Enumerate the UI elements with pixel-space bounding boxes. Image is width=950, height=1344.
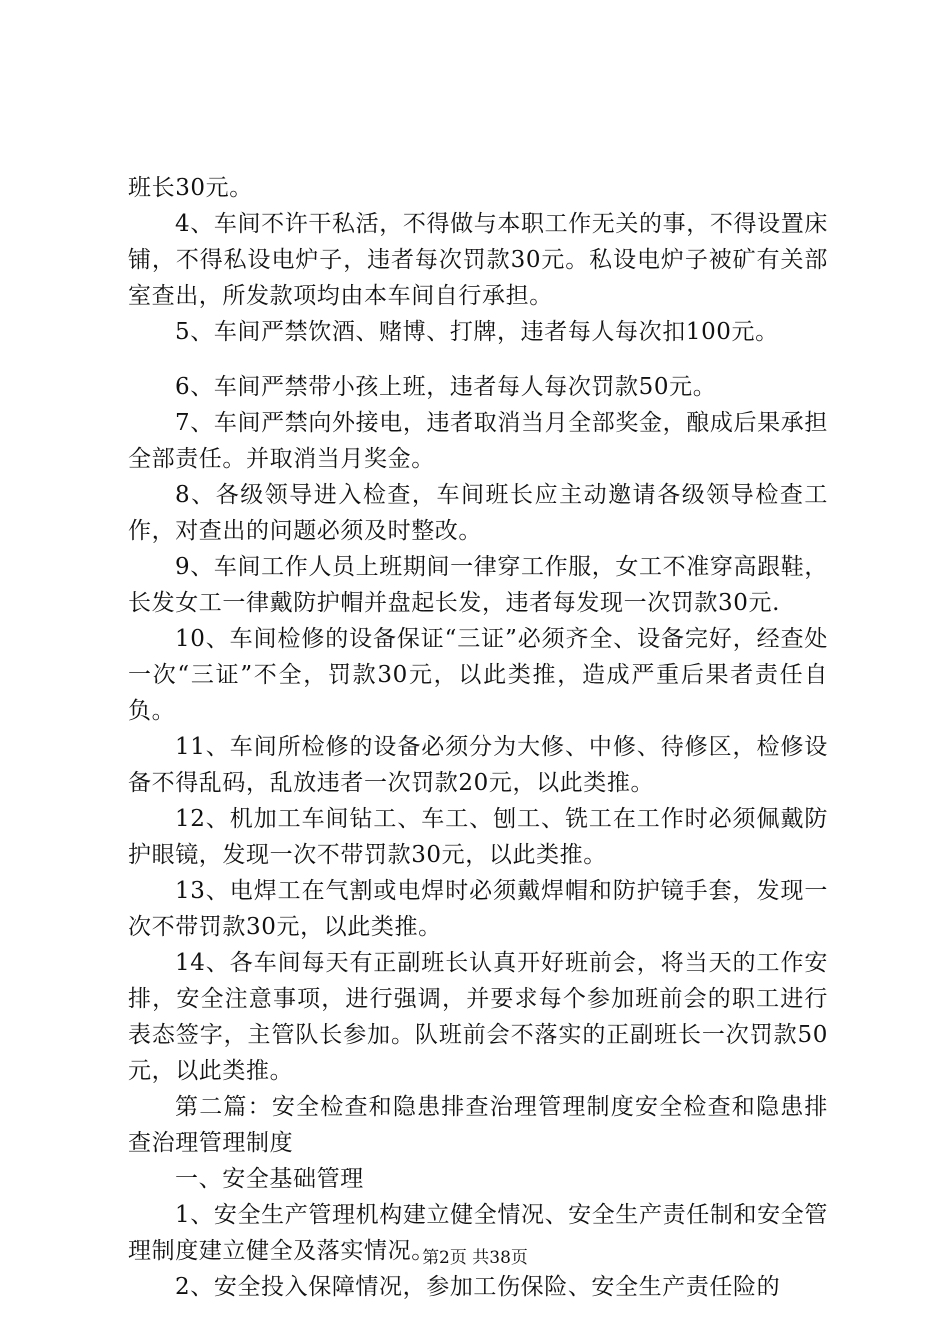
paragraph-item-10: 10、车间检修的设备保证“三证”必须齐全、设备完好，经查处一次“三证”不全，罚款30元，以此类推，造成严重后果者责任自负。: [128, 626, 828, 724]
document-body: [128, 170, 828, 1305]
paragraph-item-8: 8、各级领导进入检查，车间班长应主动邀请各级领导检查工作，对查出的问题必须及时整改。: [128, 482, 828, 544]
paragraph-item-12: 12、机加工车间钻工、车工、刨工、铣工在工作时必须佩戴防护眼镜，发现一次不带罚款30元，以此类推。: [128, 806, 828, 868]
paragraph-item-4: 4、车间不许干私活，不得做与本职工作无关的事，不得设置床铺，不得私设电炉子，违者每次罚款30元。私设电炉子被矿有关部室查出，所发款项均由本车间自行承担。: [128, 211, 828, 309]
paragraph-item-1: 1、安全生产管理机构建立健全情况、安全生产责任制和安全管理制度建立健全及落实情况。: [128, 1202, 828, 1264]
paragraph-item-11: 11、车间所检修的设备必须分为大修、中修、待修区，检修设备不得乱码，乱放违者一次罚款20元，以此类推。: [128, 734, 828, 796]
subsection-heading: 一、安全基础管理: [175, 1166, 364, 1192]
paragraph-item-13: 13、电焊工在气割或电焊时必须戴焊帽和防护镜手套，发现一次不带罚款30元，以此类推。: [128, 878, 828, 940]
paragraph-item-2: 2、安全投入保障情况，参加工伤保险、安全生产责任险的: [175, 1274, 781, 1300]
paragraph-item-5: 5、车间严禁饮酒、赌博、打牌，违者每人每次扣100元。: [175, 319, 779, 345]
section-heading-part-two: 第二篇：安全检查和隐患排查治理管理制度安全检查和隐患排查治理管理制度: [128, 1094, 828, 1156]
page-footer: 第2页 共38页: [422, 1248, 528, 1268]
paragraph-item-14: 14、各车间每天有正副班长认真开好班前会，将当天的工作安排，安全注意事项，进行强调，并要求每个参加班前会的职工进行表态签字，主管队长参加。队班前会不落实的正副班长一次罚款50元，以此类推。: [128, 950, 828, 1084]
paragraph-continuation: 班长30元。: [128, 175, 253, 201]
paragraph-item-7: 7、车间严禁向外接电，违者取消当月全部奖金，酿成后果承担全部责任。并取消当月奖金。: [128, 410, 828, 472]
paragraph-item-9: 9、车间工作人员上班期间一律穿工作服，女工不准穿高跟鞋，长发女工一律戴防护帽并盘起长发，违者每发现一次罚款30元.: [128, 554, 828, 616]
blank-spacer: [128, 350, 828, 369]
paragraph-item-6: 6、车间严禁带小孩上班，违者每人每次罚款50元。: [175, 374, 717, 400]
